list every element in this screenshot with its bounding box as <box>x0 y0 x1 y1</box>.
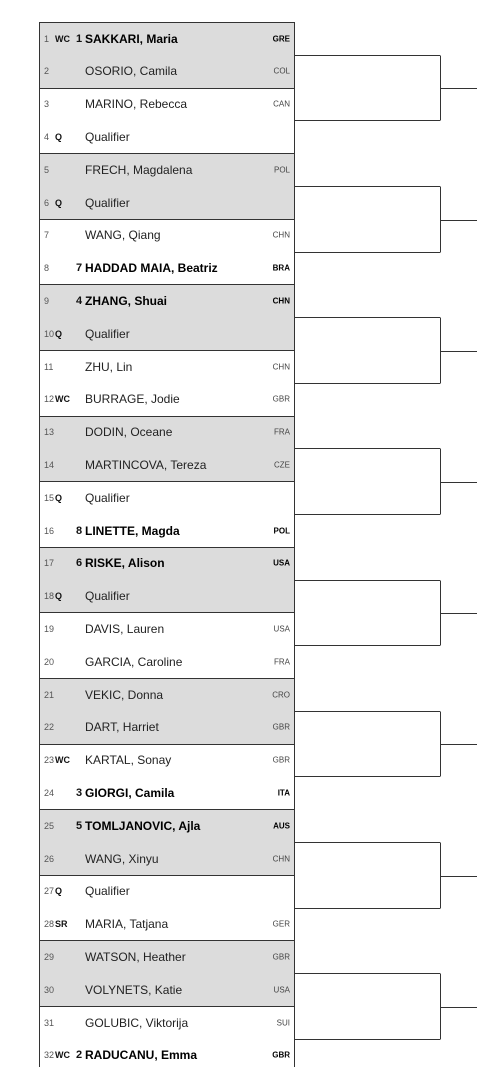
entry-tag: Q <box>55 886 63 897</box>
player-name: DAVIS, Lauren <box>85 621 165 636</box>
draw-position: 28 <box>44 919 55 930</box>
player-name: Qualifier <box>85 589 130 604</box>
entry-tag: Q <box>55 328 63 339</box>
nationality: GBR <box>272 394 290 404</box>
player-name: MARIA, Tatjana <box>85 917 169 932</box>
draw-row <box>39 514 294 547</box>
draw-row <box>39 252 294 285</box>
nationality: USA <box>273 985 290 995</box>
draw-row <box>39 678 294 711</box>
nationality: USA <box>273 558 290 568</box>
nationality: GBR <box>272 1050 290 1060</box>
draw-row <box>39 1006 294 1039</box>
draw-row <box>39 908 294 941</box>
draw-row <box>39 580 294 613</box>
player-name: BURRAGE, Jodie <box>85 392 180 407</box>
seed-number: 5 <box>76 819 83 832</box>
draw-position: 32 <box>44 1050 55 1061</box>
nationality: COL <box>273 66 290 76</box>
draw-position: 23 <box>44 755 55 766</box>
draw-position: 30 <box>44 984 55 995</box>
seed-number: 1 <box>76 32 83 45</box>
player-name: MARTINCOVA, Tereza <box>85 457 207 472</box>
draw-position: 11 <box>44 361 54 372</box>
nationality: POL <box>273 165 290 175</box>
player-name: TOMLJANOVIC, Ajla <box>85 818 201 833</box>
draw-position: 10 <box>44 328 55 339</box>
seed-number: 7 <box>76 262 83 275</box>
player-name: GOLUBIC, Viktorija <box>85 1015 189 1030</box>
draw-row <box>39 153 294 186</box>
entry-tag: WC <box>55 33 70 44</box>
player-name: GARCIA, Caroline <box>85 654 183 669</box>
draw-row <box>39 22 294 55</box>
nationality: SUI <box>276 1018 290 1027</box>
entry-tag: Q <box>55 492 63 503</box>
draw-row <box>39 448 294 481</box>
draw-position: 27 <box>44 886 55 897</box>
nationality: CAN <box>273 99 290 109</box>
draw-row <box>39 842 294 875</box>
nationality: CHN <box>272 854 290 863</box>
draw-position: 26 <box>44 853 55 864</box>
nationality: GBR <box>272 952 290 962</box>
draw-row <box>39 284 294 317</box>
player-name: DART, Harriet <box>85 720 159 735</box>
seed-number: 4 <box>76 294 83 307</box>
draw-position: 12 <box>44 394 55 405</box>
player-name: VEKIC, Donna <box>85 687 164 702</box>
player-name: MARINO, Rebecca <box>85 97 188 112</box>
draw-position: 14 <box>44 459 55 470</box>
player-name: LINETTE, Magda <box>85 523 180 538</box>
draw-row <box>39 809 294 842</box>
draw-position: 29 <box>44 951 55 962</box>
draw-row <box>39 645 294 678</box>
seed-number: 6 <box>76 557 83 570</box>
nationality: GBR <box>272 755 290 765</box>
nationality: CZE <box>274 460 290 470</box>
draw-row <box>39 350 294 383</box>
nationality: CHN <box>272 362 290 371</box>
draw-row <box>39 317 294 350</box>
draw-position: 31 <box>44 1017 55 1028</box>
nationality: CHN <box>272 296 290 306</box>
player-name: Qualifier <box>85 884 130 899</box>
entry-tag: Q <box>55 131 63 142</box>
seed-number: 3 <box>76 786 83 799</box>
entry-tag: WC <box>55 1050 70 1061</box>
draw-position: 5 <box>44 164 50 175</box>
player-name: OSORIO, Camila <box>85 64 178 79</box>
draw-position: 13 <box>44 427 55 438</box>
draw-position: 15 <box>44 492 55 503</box>
draw-position: 18 <box>44 591 55 602</box>
draw-position: 1 <box>44 33 50 44</box>
draw-row <box>39 612 294 645</box>
player-name: WANG, Xinyu <box>85 851 159 866</box>
nationality: CHN <box>272 230 290 240</box>
draw-row <box>39 973 294 1006</box>
draw-row <box>39 219 294 252</box>
draw-row <box>39 416 294 449</box>
draw-row <box>39 383 294 416</box>
seed-number: 2 <box>76 1049 83 1062</box>
draw-position: 8 <box>44 263 50 274</box>
draw-row <box>39 55 294 88</box>
player-name: WATSON, Heather <box>85 949 186 964</box>
entry-tag: WC <box>55 394 70 405</box>
player-name: WANG, Qiang <box>85 228 161 243</box>
player-name: ZHU, Lin <box>85 359 133 374</box>
draw-position: 3 <box>44 99 50 110</box>
nationality: GER <box>272 919 290 929</box>
entry-tag: WC <box>55 755 70 766</box>
nationality: GBR <box>272 722 290 732</box>
draw-row <box>39 744 294 777</box>
nationality: FRA <box>274 427 290 437</box>
draw-row <box>39 875 294 908</box>
draw-position: 6 <box>44 197 50 208</box>
entry-tag: Q <box>55 197 63 208</box>
draw-position: 19 <box>44 623 55 634</box>
player-name: SAKKARI, Maria <box>85 31 178 46</box>
seed-number: 8 <box>76 524 83 537</box>
player-name: DODIN, Oceane <box>85 425 173 440</box>
player-name: FRECH, Magdalena <box>85 162 193 177</box>
nationality: CRO <box>272 690 290 699</box>
draw-position: 16 <box>44 525 55 536</box>
draw-row <box>39 940 294 973</box>
player-name: VOLYNETS, Katie <box>85 982 183 997</box>
nationality: ITA <box>277 788 290 798</box>
draw-position: 7 <box>44 230 50 241</box>
entry-tag: Q <box>55 591 63 602</box>
draw-position: 24 <box>44 787 55 798</box>
nationality: USA <box>273 624 290 634</box>
draw-position: 20 <box>44 656 55 667</box>
player-name: Qualifier <box>85 129 130 144</box>
player-name: Qualifier <box>85 195 130 210</box>
draw-row <box>39 120 294 153</box>
draw-row <box>39 186 294 219</box>
player-name: Qualifier <box>85 490 130 505</box>
draw-row <box>39 547 294 580</box>
draw-position: 2 <box>44 66 50 77</box>
player-name: HADDAD MAIA, Beatriz <box>85 261 218 276</box>
draw-row <box>39 711 294 744</box>
draw-row <box>39 776 294 809</box>
entry-tag: SR <box>55 919 68 930</box>
player-name: Qualifier <box>85 326 130 341</box>
nationality: GRE <box>272 34 290 43</box>
player-name: RISKE, Alison <box>85 556 165 571</box>
draw-position: 9 <box>44 295 50 306</box>
player-name: KARTAL, Sonay <box>85 753 172 768</box>
nationality: FRA <box>274 657 290 667</box>
nationality: AUS <box>273 821 290 831</box>
draw-position: 22 <box>44 722 55 733</box>
draw-position: 21 <box>44 689 55 700</box>
player-name: ZHANG, Shuai <box>85 293 168 308</box>
nationality: BRA <box>272 263 290 273</box>
draw-position: 25 <box>44 820 55 831</box>
player-name: RADUCANU, Emma <box>85 1048 198 1063</box>
player-name: GIORGI, Camila <box>85 785 175 800</box>
draw-row <box>39 481 294 514</box>
draw-row <box>39 88 294 121</box>
nationality: POL <box>273 526 290 535</box>
draw-position: 4 <box>44 131 50 142</box>
draw-position: 17 <box>44 558 55 569</box>
